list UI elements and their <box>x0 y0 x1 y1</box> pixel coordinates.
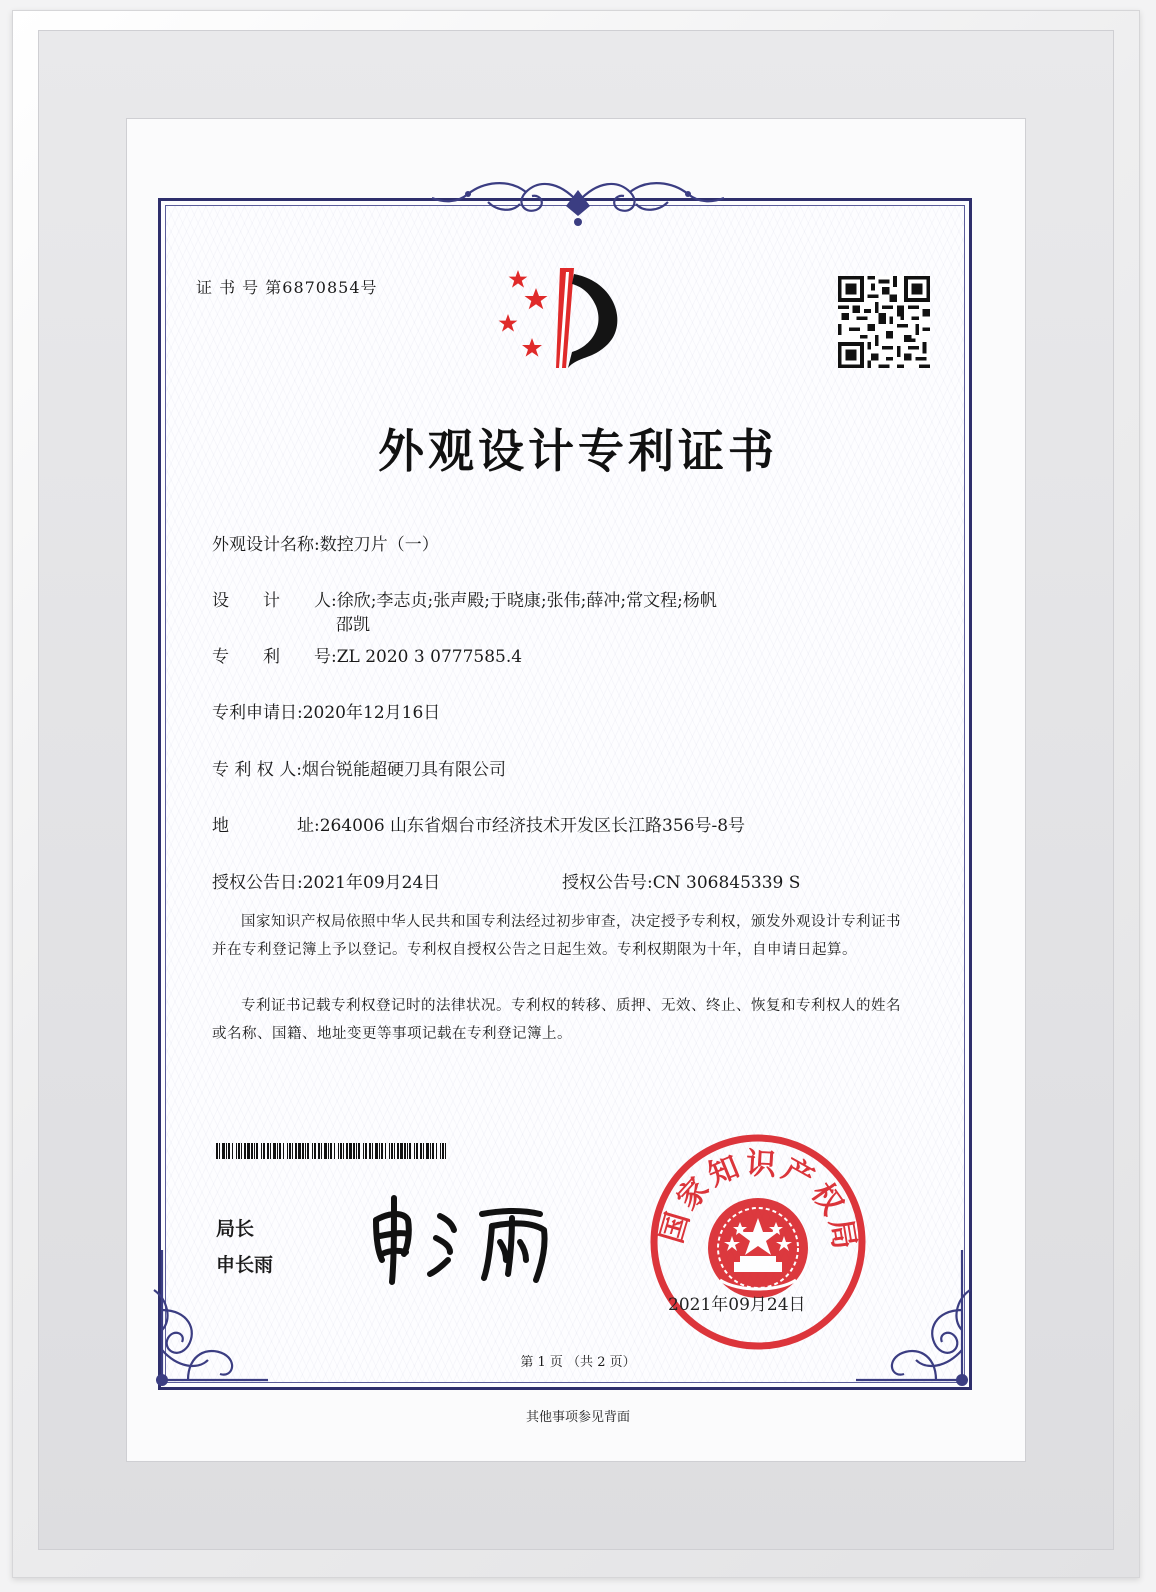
barcode-bar <box>420 1143 422 1159</box>
patent-number-value: ZL 2020 3 0777585.4 <box>336 647 523 667</box>
barcode-bar <box>372 1143 373 1159</box>
svg-text:国家知识产权局: 国家知识产权局 <box>654 1146 863 1256</box>
bottom-right-ornament-icon <box>856 1250 976 1400</box>
footer-note: 其他事项参见背面 <box>525 1410 630 1425</box>
grant-number-value: CN 306845339 S <box>652 873 801 893</box>
barcode-bar <box>358 1143 360 1159</box>
barcode-bar <box>391 1143 393 1159</box>
cnipa-logo-icon <box>496 264 636 374</box>
barcode-bar <box>330 1143 332 1159</box>
design-name-row <box>212 530 439 555</box>
barcode-bar <box>365 1143 367 1159</box>
handwritten-signature-icon <box>364 1190 564 1290</box>
barcode-bar <box>375 1143 378 1159</box>
barcode-bar <box>328 1143 329 1159</box>
barcode-bar <box>295 1143 297 1159</box>
barcode-bar <box>289 1143 291 1159</box>
barcode-bar <box>442 1143 444 1159</box>
signature-name: 申长雨 <box>216 1254 274 1276</box>
barcode-bar <box>356 1143 357 1159</box>
barcode-bar <box>283 1143 284 1159</box>
barcode-bar <box>307 1143 309 1159</box>
patent-number-label: 专 利 号: <box>212 647 337 667</box>
barcode-bar <box>228 1143 230 1159</box>
barcode-bar <box>400 1143 403 1159</box>
patentee-value: 烟台锐能超硬刀具有限公司 <box>301 760 506 780</box>
barcode-bar <box>302 1143 304 1159</box>
barcode-bar <box>353 1143 355 1159</box>
grant-number-label: 授权公告号: <box>562 873 653 893</box>
official-seal-icon <box>648 1132 868 1352</box>
design-name-label: 外观设计名称: <box>212 535 320 555</box>
barcode-bar <box>279 1143 281 1159</box>
barcode-bar <box>318 1143 320 1159</box>
barcode-bar <box>270 1143 271 1159</box>
certificate-title: 外观设计专利证书 <box>378 424 778 478</box>
grant-date-value: 2021年09月24日 <box>302 873 441 893</box>
qr-code-icon <box>838 276 930 368</box>
barcode-bar <box>277 1143 278 1159</box>
barcode-bar <box>416 1143 418 1159</box>
barcode-bar <box>349 1143 352 1159</box>
barcode-bar <box>236 1143 237 1159</box>
barcode-bar <box>247 1143 250 1159</box>
barcode-bar <box>394 1143 395 1159</box>
barcode-bar <box>432 1143 434 1159</box>
barcode-bar <box>298 1143 301 1159</box>
barcode-bar <box>346 1143 348 1159</box>
designers-value-line1: 徐欣;李志贞;张声殿;于晓康;张伟;薛冲;常文程;杨帆 <box>336 591 717 611</box>
grant-number-row <box>562 868 800 893</box>
barcode-bar <box>363 1143 364 1159</box>
barcode-bar <box>379 1143 380 1159</box>
body-paragraph-2: 专利证书记载专利权登记时的法律状况。专利权的转移、质押、无效、终止、恢复和专利权人的姓名或名称、国籍、地址变更等事项记载在专利登记簿上。 <box>212 998 901 1042</box>
barcode-bar <box>232 1143 233 1159</box>
patent-number-row <box>212 642 522 667</box>
filing-date-value: 2020年12月16日 <box>302 703 441 723</box>
barcode-bar <box>369 1143 371 1159</box>
barcode-bar <box>445 1143 446 1159</box>
barcode-bar <box>381 1143 383 1159</box>
barcode-bar <box>324 1143 327 1159</box>
barcode-bar <box>334 1143 335 1159</box>
barcode-bar <box>261 1143 262 1159</box>
grant-date-row <box>212 868 440 893</box>
barcode-bar <box>312 1143 313 1159</box>
barcode-bar <box>409 1143 411 1159</box>
barcode-bar <box>321 1143 322 1159</box>
page-number: 第 1 页 （共 2 页） <box>520 1355 636 1370</box>
barcode-bar <box>222 1143 225 1159</box>
signature-title: 局长 <box>216 1218 255 1240</box>
barcode-bar <box>397 1143 399 1159</box>
barcode-bar <box>340 1143 342 1159</box>
barcode-bar <box>404 1143 406 1159</box>
barcode-bar <box>407 1143 408 1159</box>
barcode-bar <box>305 1143 306 1159</box>
barcode-bar <box>226 1143 227 1159</box>
barcode-bar <box>251 1143 253 1159</box>
barcode-bar <box>436 1143 437 1159</box>
barcode-bar <box>263 1143 265 1159</box>
grant-date-label: 授权公告日: <box>212 873 303 893</box>
barcode-bar <box>241 1143 242 1159</box>
address-label: 地 址: <box>212 816 320 836</box>
barcode-bar <box>414 1143 415 1159</box>
designers-label: 设 计 人: <box>212 591 337 611</box>
certificate-number: 证 书 号 第6870854号 <box>196 278 378 297</box>
barcode-bar <box>430 1143 431 1159</box>
barcode-bar <box>216 1143 218 1159</box>
body-paragraph-1: 国家知识产权局依照中华人民共和国专利法经过初步审查，决定授予专利权，颁发外观设计专利证书并在专利登记簿上予以登记。专利权自授权公告之日起生效。专利权期限为十年，自申请日起算。 <box>212 914 901 958</box>
barcode-bar <box>389 1143 390 1159</box>
barcode-bar <box>238 1143 240 1159</box>
barcode-bar <box>314 1143 316 1159</box>
designers-row <box>212 586 717 611</box>
seal-date: 2021年09月24日 <box>668 1295 806 1315</box>
barcode-bar <box>219 1143 220 1159</box>
barcode-bar <box>273 1143 276 1159</box>
filing-date-label: 专利申请日: <box>212 703 303 723</box>
patentee-label: 专 利 权 人: <box>212 760 302 780</box>
barcode-bar <box>423 1143 424 1159</box>
patentee-row <box>212 755 506 780</box>
barcode-bar <box>440 1143 441 1159</box>
filing-date-row <box>212 698 440 723</box>
barcode-bar <box>244 1143 246 1159</box>
address-value: 264006 山东省烟台市经济技术开发区长江路356号-8号 <box>319 816 746 836</box>
barcode-icon <box>216 1143 448 1159</box>
address-row <box>212 811 745 836</box>
barcode-bar <box>256 1143 258 1159</box>
barcode-bar <box>267 1143 269 1159</box>
designers-value-line2: 邵凯 <box>336 615 370 635</box>
barcode-bar <box>343 1143 344 1159</box>
barcode-bar <box>338 1143 339 1159</box>
barcode-bar <box>254 1143 255 1159</box>
barcode-bar <box>292 1143 293 1159</box>
barcode-bar <box>385 1143 386 1159</box>
top-ornament-icon <box>428 172 728 232</box>
barcode-bar <box>287 1143 288 1159</box>
design-name-value: 数控刀片（一） <box>319 535 439 555</box>
barcode-bar <box>426 1143 429 1159</box>
